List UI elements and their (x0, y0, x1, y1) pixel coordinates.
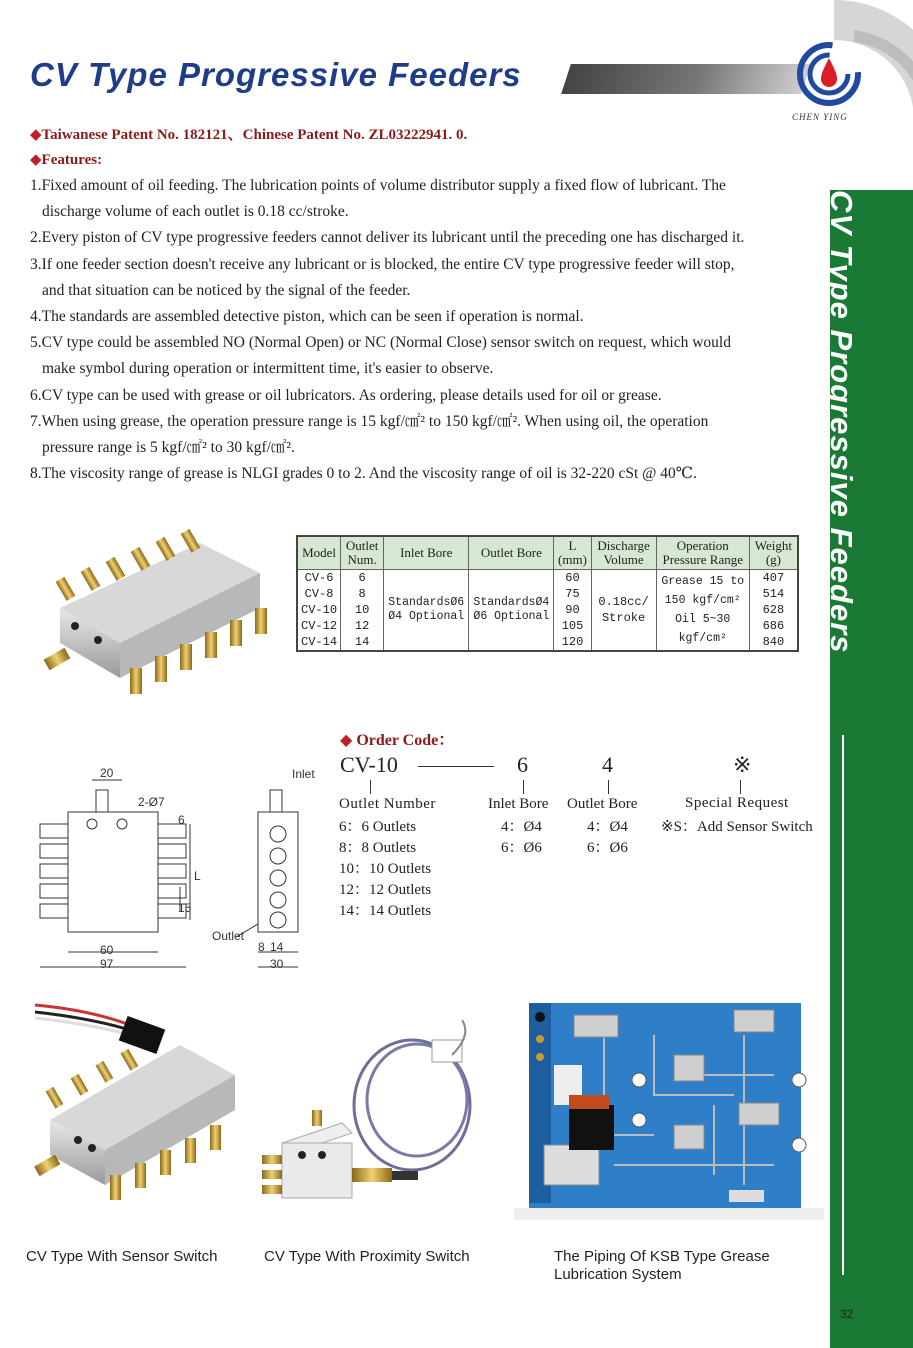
patent-line (30, 123, 467, 144)
col-discharge: Discharge Volume (591, 536, 656, 570)
feature-7: 7.When using grease, the operation pressure range is 15 kgf/㎠² to 150 kgf/㎠². When using oil, the operation pressure range is 5 kgf/㎠² to 30 kgf/㎠². (30, 412, 709, 457)
outlet-bore-cell: StandardsØ4 Ø6 Optional (469, 570, 554, 652)
table-row: CV-12 12 105 686 (297, 618, 798, 634)
col-l: L (mm) (554, 536, 591, 570)
dim-L: L (194, 869, 201, 883)
chen-ying-logo (797, 40, 861, 110)
col-inlet-bore: Inlet Bore (384, 536, 469, 570)
table-row: CV-8 8 75 514 (297, 586, 798, 602)
col-model: Model (297, 536, 341, 570)
dim-20: 20 (100, 766, 114, 780)
table-row: CV-6 6 StandardsØ6 Ø4 Optional StandardsØ4 Ø6 Optional 60 0.18cc/ Stroke Grease 15 to 150 kgf/cm² Oil 5~30 kgf/cm² 407 (297, 570, 798, 587)
proximity-switch-photo (262, 1015, 492, 1220)
inlet-bore-cell: StandardsØ6 Ø4 Optional (384, 570, 469, 652)
feature-8: 8.The viscosity range of grease is NLGI grades 0 to 2. And the viscosity range of oil is 32-220 cSt @ 40℃. (30, 465, 697, 483)
discharge-cell: 0.18cc/ Stroke (591, 570, 656, 652)
label-inlet-bore: Inlet Bore (488, 796, 549, 812)
outlet-options: 6：6 Outlets 8：8 Outlets 10：10 Outlets 12：12 Outlets 14：14 Outlets (339, 819, 432, 919)
logo-text: CHEN YING (792, 112, 848, 122)
dim-15: 15 (178, 901, 192, 915)
outlet-label: Outlet (212, 929, 245, 943)
outlet-bore-options: 4：Ø4 6：Ø6 (587, 819, 628, 856)
label-outlet-bore: Outlet Bore (567, 796, 638, 812)
dim-97: 97 (100, 957, 114, 971)
col-weight: Weight (g) (749, 536, 798, 570)
order-code-outlet: 4 (602, 752, 613, 777)
order-code-special: ※ (733, 752, 752, 777)
order-code-heading: ◆ Order Code： (340, 732, 455, 749)
dim-6: 6 (178, 813, 185, 827)
dim-14: 14 (270, 940, 284, 954)
feeder-photo (40, 528, 285, 703)
piping-system-photo (514, 995, 824, 1220)
features-heading (30, 150, 102, 169)
tick-line (608, 780, 609, 794)
special-options: ※S：Add Sensor Switch (661, 819, 813, 835)
table-row: CV-10 10 90 628 (297, 602, 798, 618)
page-number: 32 (840, 1307, 854, 1321)
dim-8: 8 (258, 940, 265, 954)
feature-3: 3.If one feeder section doesn't receive any lubricant or is blocked, the entire CV type progressive feeder will stop, and that situation can be noticed by the signal of the feeder. (30, 255, 735, 299)
col-outlet-num: Outlet Num. (341, 536, 384, 570)
tick-line (740, 780, 741, 794)
side-title: CV Type Progressive Feeders (824, 190, 859, 654)
table-row: CV-14 14 120 840 (297, 634, 798, 651)
col-pressure: Operation Pressure Range (656, 536, 749, 570)
col-outlet-bore: Outlet Bore (469, 536, 554, 570)
features-heading-text: Features: (41, 152, 103, 168)
inlet-options: 4：Ø4 6：Ø6 (501, 819, 542, 856)
feature-6: 6.CV type can be used with grease or oil lubricators. As ordering, please details used for oil or grease. (30, 386, 662, 404)
diamond-icon: ◆ (30, 152, 42, 168)
dimension-drawing (30, 762, 330, 977)
spec-table (296, 535, 799, 652)
side-divider (842, 735, 844, 1275)
pressure-cell: Grease 15 to 150 kgf/cm² Oil 5~30 kgf/cm² (656, 570, 749, 652)
feature-1: 1.Fixed amount of oil feeding. The lubrication points of volume distributor supply a fixed flow of lubricant. The discharge volume of each outlet is 0.18 cc/stroke. (30, 177, 726, 221)
diamond-icon: ◆ (340, 732, 357, 749)
page-title: CV Type Progressive Feeders (30, 56, 522, 93)
caption-proximity: CV Type With Proximity Switch (264, 1248, 470, 1265)
dim-60: 60 (100, 943, 114, 957)
caption-piping: The Piping Of KSB Type Grease Lubrication System (554, 1248, 770, 1283)
features-list (30, 173, 830, 487)
feature-4: 4.The standards are assembled detective piston, which can be seen if operation is normal. (30, 308, 584, 326)
label-special-request: Special Request (685, 795, 789, 811)
diamond-icon: ◆ (30, 127, 42, 143)
dim-hole: 2-Ø7 (138, 795, 165, 809)
order-code-model: CV-10 (340, 752, 398, 777)
title-bar-decoration (561, 64, 811, 94)
label-outlet-number: Outlet Number (339, 796, 436, 812)
inlet-label: Inlet (292, 767, 315, 781)
feature-2: 2.Every piston of CV type progressive feeders cannot deliver its lubricant until the preceding one has discharged it. (30, 229, 745, 247)
order-code-inlet: 6 (517, 752, 528, 777)
dim-30: 30 (270, 957, 284, 971)
feature-5: 5.CV type could be assembled NO (Normal Open) or NC (Normal Close) sensor switch on request, which would make symbol during operation or intermittent time, it's easier to observe. (30, 334, 731, 378)
caption-sensor: CV Type With Sensor Switch (26, 1248, 218, 1265)
patent-text: Taiwanese Patent No. 182121、Chinese Patent No. ZL03222941. 0. (41, 127, 468, 143)
tick-line (370, 780, 371, 794)
sensor-switch-photo (30, 1000, 245, 1205)
tick-line (523, 780, 524, 794)
order-dash (418, 766, 494, 767)
